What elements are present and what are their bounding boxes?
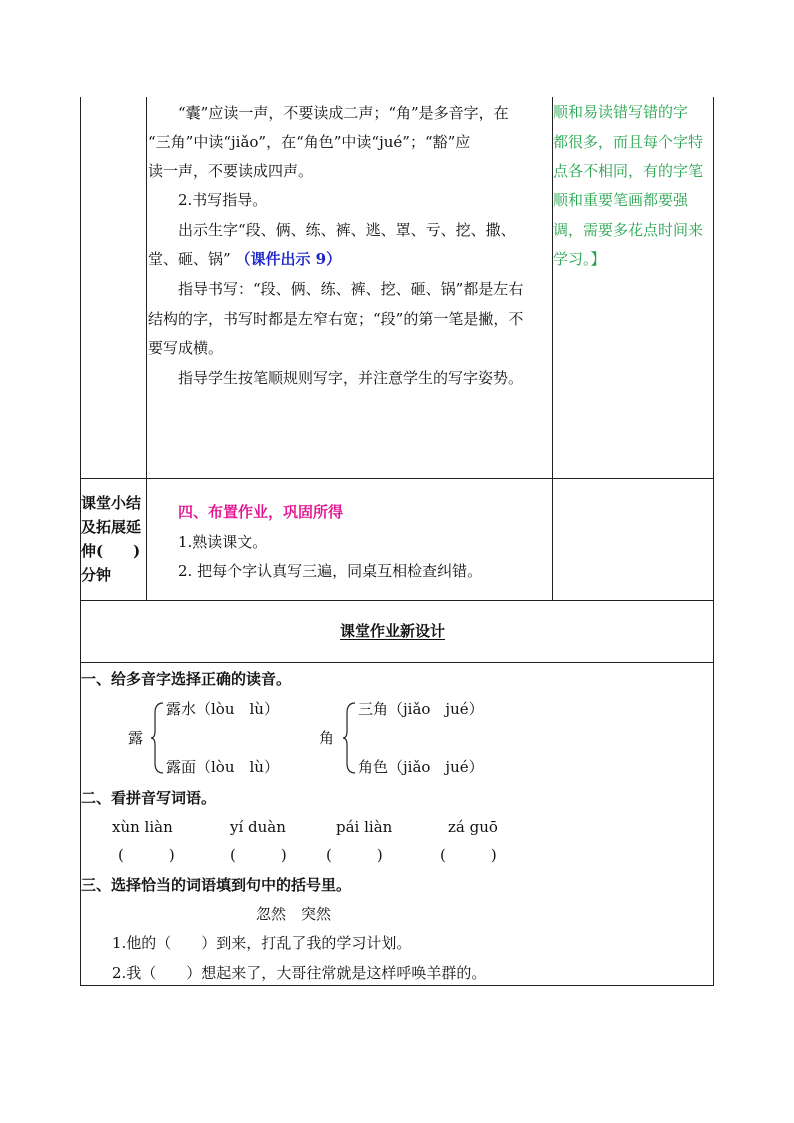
lesson-line-6-text: 堂、砸、锅”: [148, 250, 231, 268]
row-divider-summary: [80, 600, 714, 601]
q2-blank-3: ( ): [326, 846, 383, 864]
q3-sentence-2: 2.我（ ）想起来了，大哥往常就是这样呼唤羊群的。: [112, 964, 487, 982]
q1-brace-b: [342, 701, 356, 775]
side-note-line-5: 调，需要多花点时间来: [553, 221, 704, 239]
q3-sentence-1: 1.他的（ ）到来，打乱了我的学习计划。: [112, 934, 412, 952]
q1-char-a: 露: [128, 729, 144, 747]
q2-pinyin-1: xùn liàn: [112, 818, 173, 836]
lesson-line-6: [148, 245, 341, 274]
lesson-line-1: “囊”应读一声，不要读成二声；“角”是多音字，在: [178, 104, 509, 122]
q3-heading: 三、选择恰当的词语填到句中的括号里。: [81, 876, 352, 894]
side-note-line-3: 点各不相同，有的字笔: [553, 162, 704, 180]
side-note-line-6: 学习。】: [553, 250, 606, 268]
q3-options: 忽然 突然: [256, 905, 332, 923]
lesson-line-9: 要写成横。: [148, 339, 224, 357]
courseware-note: （课件出示 9）: [235, 250, 342, 268]
lesson-line-5: 出示生字“段、俩、练、裤、逃、罩、亏、挖、撒、: [178, 221, 516, 239]
q1-brace-a: [150, 701, 164, 775]
q2-heading: 二、看拼音写词语。: [81, 789, 217, 807]
summary-item-2: 2. 把每个字认真写三遍，同桌互相检查纠错。: [178, 562, 483, 580]
summary-label-3: 伸( ): [81, 542, 141, 560]
lesson-line-7: 指导书写：“段、俩、练、裤、挖、砸、锅”都是左右: [178, 280, 524, 298]
q1-a-top: 露水（lòu lù）: [166, 700, 279, 718]
lesson-line-10: 指导学生按笔顺规则写字，并注意学生的写字姿势。: [178, 369, 524, 387]
side-note-line-2: 都很多，而且每个字特: [553, 133, 704, 151]
row-divider-lesson: [80, 478, 714, 479]
side-note-line-1: 顺和易读错写错的字: [553, 103, 689, 121]
lesson-line-3: 读一声，不要读成四声。: [148, 162, 314, 180]
summary-label-1: 课堂小结: [81, 494, 142, 512]
lesson-line-2: “三角”中读“jiǎo”，在“角色”中读“jué”；“豁”应: [148, 133, 471, 151]
q2-pinyin-4: zá guō: [448, 818, 498, 836]
q1-a-bottom: 露面（lòu lù）: [166, 758, 279, 776]
q2-blank-1: ( ): [118, 846, 175, 864]
side-note-line-4: 顺和重要笔画都要强: [553, 191, 689, 209]
summary-item-1: 1.熟读课文。: [178, 533, 268, 551]
q2-pinyin-3: pái liàn: [336, 818, 393, 836]
q1-char-b: 角: [319, 729, 335, 747]
homework-title: 课堂作业新设计: [340, 622, 446, 640]
q2-blank-2: ( ): [230, 846, 287, 864]
column-divider-1: [146, 97, 147, 600]
q2-pinyin-2: yí duàn: [230, 818, 286, 836]
q1-b-top: 三角（jiǎo jué）: [358, 700, 484, 718]
summary-label-2: 及拓展延: [81, 518, 142, 536]
q2-blank-4: ( ): [440, 846, 497, 864]
summary-label-4: 分钟: [81, 566, 112, 584]
table-right-border: [713, 97, 714, 986]
q1-b-bottom: 角色（jiǎo jué）: [358, 758, 484, 776]
lesson-line-8: 结构的字，书写时都是左窄右宽；“段”的第一笔是撇，不: [148, 310, 524, 328]
q1-heading: 一、给多音字选择正确的读音。: [81, 670, 292, 688]
row-divider-homework-title: [80, 662, 714, 663]
lesson-line-4: 2.书写指导。: [178, 191, 268, 209]
summary-heading: 四、布置作业，巩固所得: [178, 503, 344, 521]
